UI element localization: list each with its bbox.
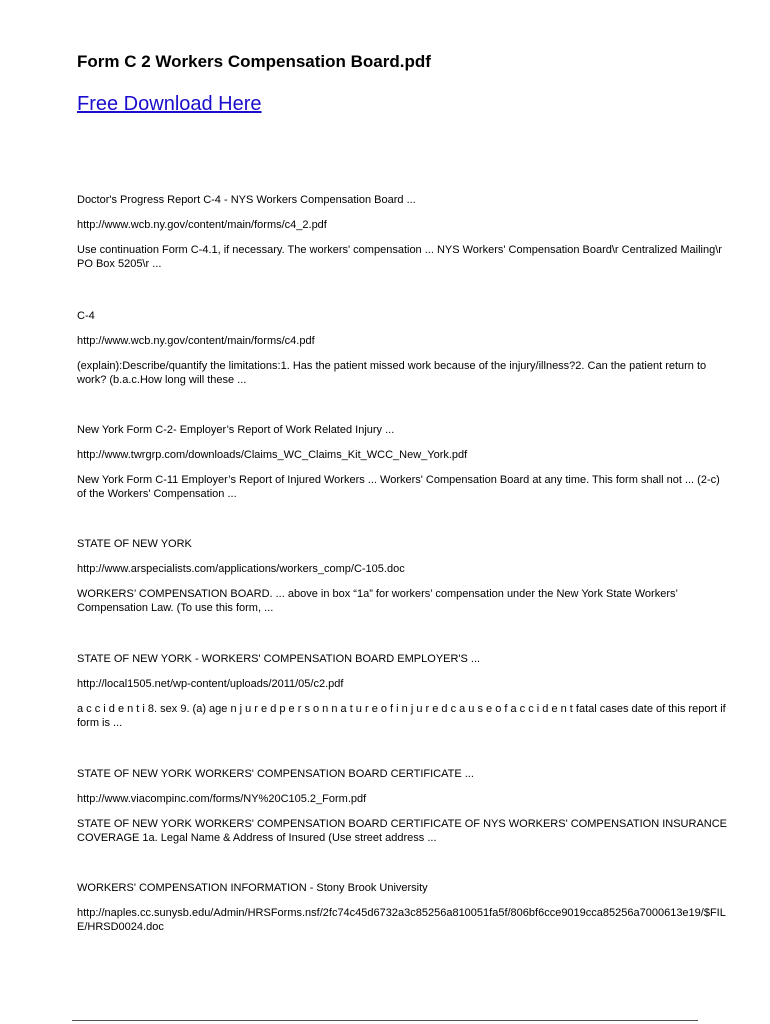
result-url: http://www.arspecialists.com/applications/workers_comp/C-105.doc [77,563,405,575]
result-title: STATE OF NEW YORK [77,538,192,550]
result-title: STATE OF NEW YORK - WORKERS' COMPENSATION BOARD EMPLOYER'S ... [77,653,481,665]
footer-divider [72,1020,698,1021]
result-title: New York Form C-2- Employer’s Report of Work Related Injury ... [77,424,395,436]
result-snippet: a c c i d e n t i 8. sex 9. (a) age n j u r e d p e r s o n n a t u r e o f i n j u r e d c a u s e o f a c c i d e n t fatal cases date of this report if form is ... [77,703,726,729]
result-snippet: Use continuation Form C-4.1, if necessary. The workers' compensation ... NYS Workers' Compensation Board\r Centralized Mailing\r PO Box 5205\r ... [77,244,722,270]
result-url: http://www.twrgrp.com/downloads/Claims_WC_Claims_Kit_WCC_New_York.pdf [77,449,468,461]
result-snippet: (explain):Describe/quantify the limitations:1. Has the patient missed work because of the injury/illness?2. Can the patient return to work? (b.a.c.How long will these ... [77,360,707,386]
result-item [77,309,727,387]
document-title: Form C 2 Workers Compensation Board.pdf [77,52,431,71]
result-snippet: STATE OF NEW YORK WORKERS' COMPENSATION BOARD CERTIFICATE OF NYS WORKERS' COMPENSATION INSURANCE COVERAGE 1a. Legal Name & Address of Insured (Use street address ... [77,818,727,844]
result-title: Doctor's Progress Report C-4 - NYS Workers Compensation Board ... [77,194,416,206]
result-item [77,537,727,615]
result-item [77,767,727,845]
result-snippet: New York Form C-11 Employer’s Report of Injured Workers ... Workers' Compensation Board at any time. This form shall not ... (2-c) of the Workers' Compensation ... [77,474,720,500]
result-url: http://www.viacompinc.com/forms/NY%20C105.2_Form.pdf [77,793,367,805]
result-item [77,193,727,271]
result-item [77,423,727,501]
result-item [77,881,727,934]
result-url: http://local1505.net/wp-content/uploads/2011/05/c2.pdf [77,678,344,690]
result-url: http://naples.cc.sunysb.edu/Admin/HRSForms.nsf/2fc74c45d6732a3c85256a810051fa5f/806bf6cce9019cca85256a7000613e19/$FILE/HRSD0024.doc [77,907,726,933]
result-snippet: WORKERS’ COMPENSATION BOARD. ... above in box “1a” for workers’ compensation under the New York State Workers’ Compensation Law. (To use this form, ... [77,588,678,614]
free-download-link[interactable]: Free Download Here [77,93,262,115]
result-title: C-4 [77,310,95,322]
result-title: WORKERS' COMPENSATION INFORMATION - Stony Brook University [77,882,428,894]
result-title: STATE OF NEW YORK WORKERS' COMPENSATION BOARD CERTIFICATE ... [77,768,474,780]
result-url: http://www.wcb.ny.gov/content/main/forms/c4.pdf [77,335,315,347]
result-item [77,652,727,730]
results-list [77,193,727,970]
result-url: http://www.wcb.ny.gov/content/main/forms/c4_2.pdf [77,219,327,231]
